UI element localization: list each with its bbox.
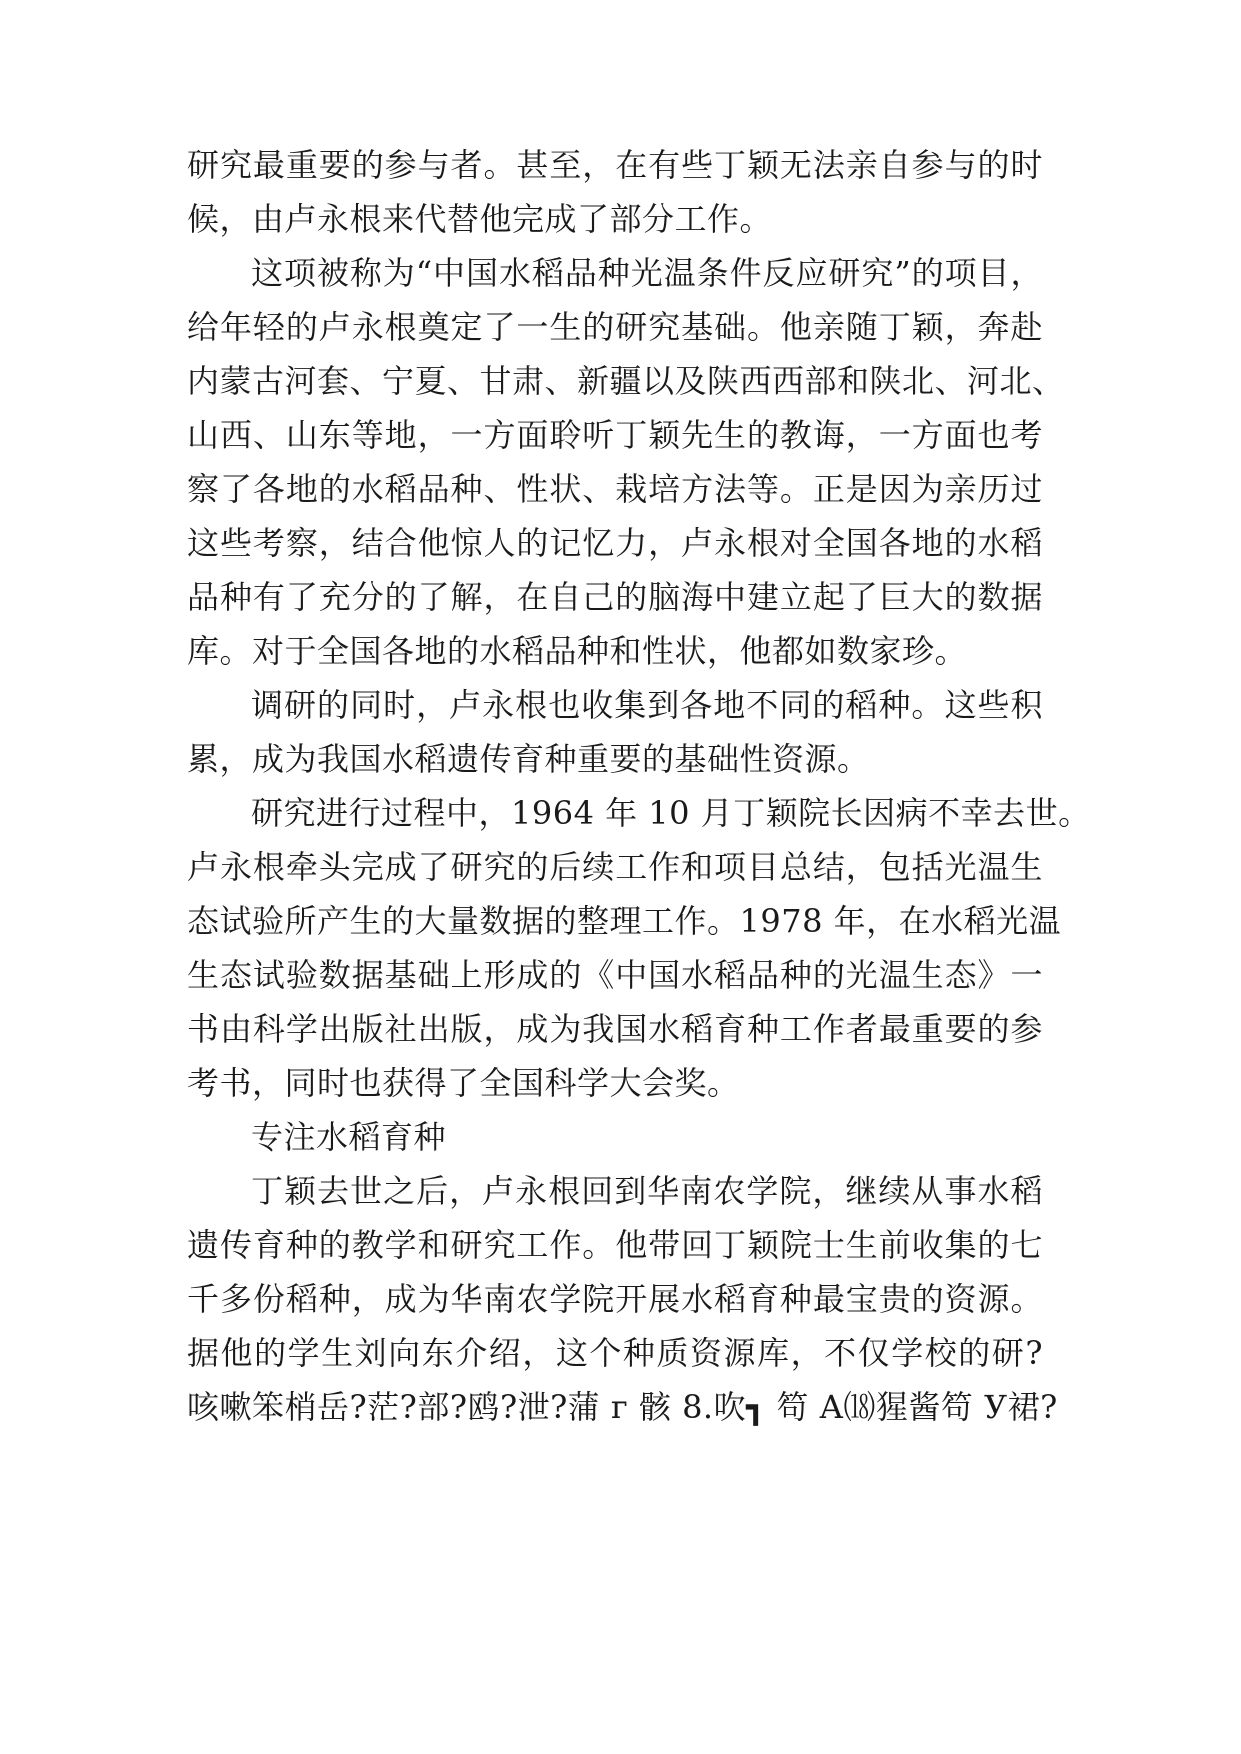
text-line: 候，由卢永根来代替他完成了部分工作。 <box>187 200 773 238</box>
text-line: 遗传育种的教学和研究工作。他带回丁颖院士生前收集的七 <box>187 1226 1043 1264</box>
text-line: 累，成为我国水稻遗传育种重要的基础性资源。 <box>187 740 870 778</box>
text-line: 卢永根牵头完成了研究的后续工作和项目总结，包括光温生 <box>187 848 1043 886</box>
text-line: 给年轻的卢永根奠定了一生的研究基础。他亲随丁颖，奔赴 <box>187 308 1043 346</box>
text-line: 咳嗽笨梢岳?茫?部?鸥?泄?蒲 г 骸 8.吹┓ 笱 A⒅猩酱笱 У裙? <box>187 1388 1058 1426</box>
text-line: 丁颖去世之后，卢永根回到华南农学院，继续从事水稻 <box>251 1172 1043 1210</box>
text-line: 研究最重要的参与者。甚至，在有些丁颖无法亲自参与的时 <box>187 146 1043 184</box>
text-line: 生态试验数据基础上形成的《中国水稻品种的光温生态》一 <box>187 956 1043 994</box>
text-line: 品种有了充分的了解，在自己的脑海中建立起了巨大的数据 <box>187 578 1043 616</box>
text-line: 考书，同时也获得了全国科学大会奖。 <box>187 1064 740 1102</box>
section-heading: 专注水稻育种 <box>251 1118 447 1156</box>
text-line: 书由科学出版社出版，成为我国水稻育种工作者最重要的参 <box>187 1010 1043 1048</box>
text-line: 态试验所产生的大量数据的整理工作。1978 年，在水稻光温 <box>187 902 1062 940</box>
text-line: 察了各地的水稻品种、性状、栽培方法等。正是因为亲历过 <box>187 470 1043 508</box>
text-line: 研究进行过程中，1964 年 10 月丁颖院长因病不幸去世。 <box>251 794 1091 832</box>
text-line: 山西、山东等地，一方面聆听丁颖先生的教诲，一方面也考 <box>187 416 1043 454</box>
text-line: 这项被称为“中国水稻品种光温条件反应研究”的项目， <box>251 254 1043 292</box>
text-line: 库。对于全国各地的水稻品种和性状，他都如数家珍。 <box>187 632 968 670</box>
text-line: 调研的同时，卢永根也收集到各地不同的稻种。这些积 <box>251 686 1043 724</box>
text-line: 据他的学生刘向东介绍，这个种质资源库，不仅学校的研? <box>187 1334 1043 1372</box>
text-line: 内蒙古河套、宁夏、甘肃、新疆以及陕西西部和陕北、河北、 <box>187 362 1065 400</box>
text-line: 千多份稻种，成为华南农学院开展水稻育种最宝贵的资源。 <box>187 1280 1043 1318</box>
text-line: 这些考察，结合他惊人的记忆力，卢永根对全国各地的水稻 <box>187 524 1043 562</box>
